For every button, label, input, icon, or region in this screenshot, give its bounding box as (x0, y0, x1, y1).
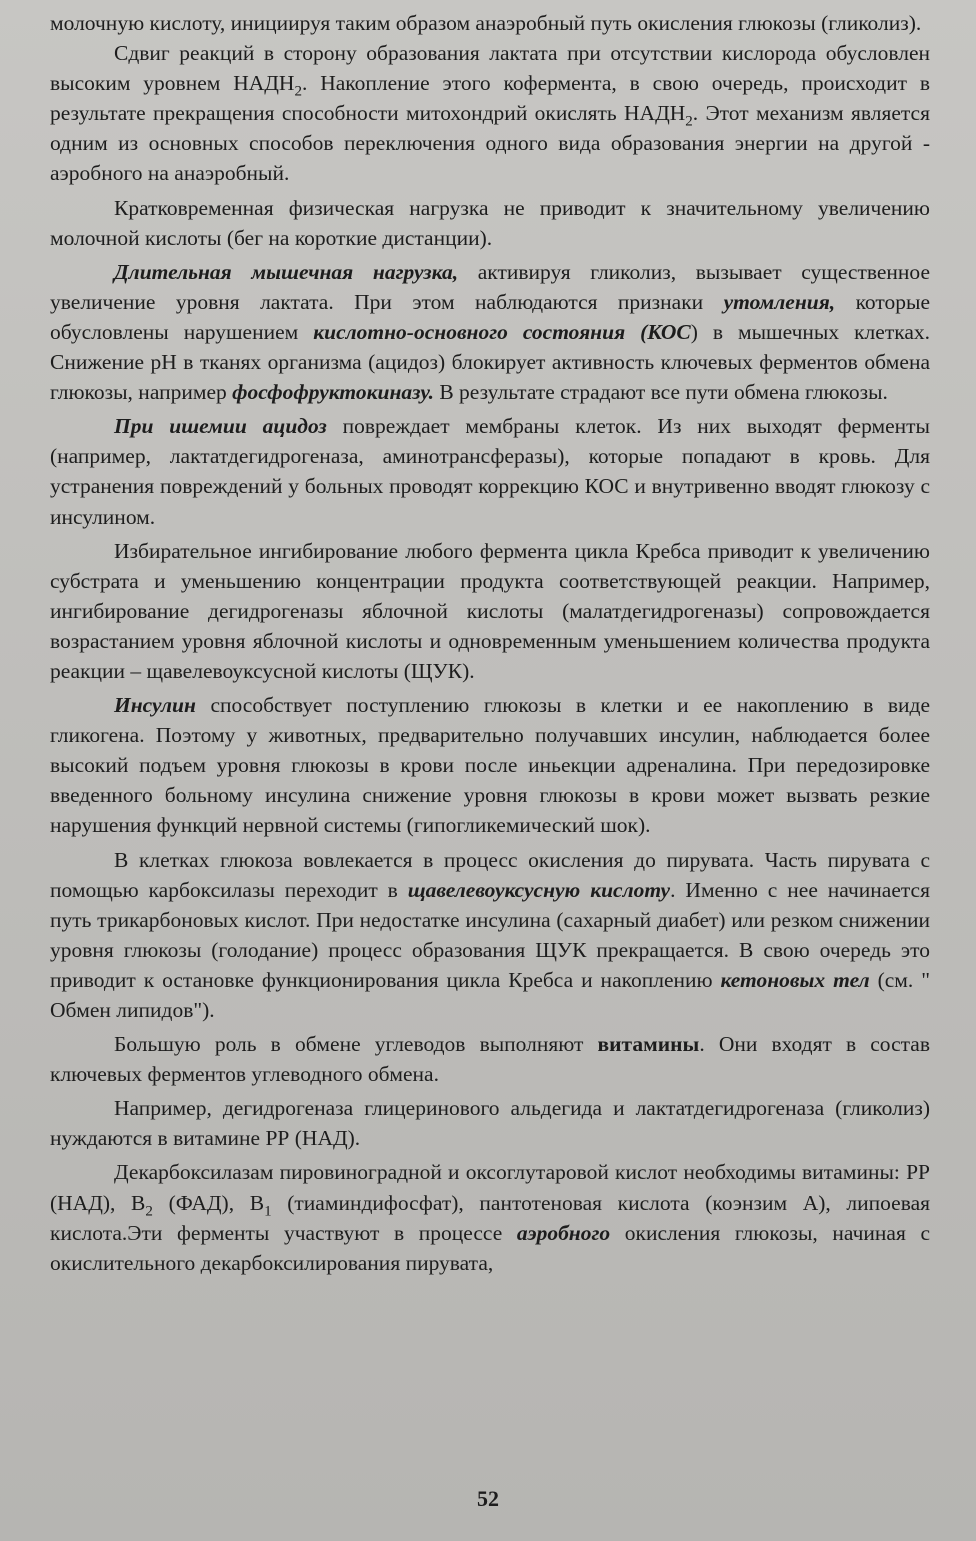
text-run: В клетках глюкоза вовлекается в процесс окисления до пирувата. Часть пирувата с помощью карбоксилазы переходит в (50, 847, 930, 902)
text-run: которые обусловлены нарушением (50, 289, 930, 344)
text-run: повреждает мембраны клеток. Из них выходят ферменты (например, лактатдегидрогеназа, аминотрансферазы), которые попадают в кровь. Для устранения повреждений у больных проводят коррекцию КОС и внутривенно вводят глюкозу с инсулином. (50, 414, 930, 529)
text-run: окисления глюкозы, начиная с окислительного декарбоксилирования пирувата, (50, 1220, 930, 1275)
text-run: (ФАД), В (152, 1190, 265, 1215)
emphasized-term: щавелевоуксусную кислоту (407, 877, 671, 902)
paragraph: Декарбоксилазам пировиноградной и оксоглутаровой кислот необходимы витамины: РР (НАД), $В_2$ (ФАД), $В_1$ (тиаминдифосфат), пантотеновая кислота (коэнзим А), липоевая кислота.Эти ферменты участвуют в процессе аэробного окисления глюкозы, начиная с окислительного декарбоксилирования пирувата, (50, 1160, 931, 1275)
text-run: Например, дегидрогеназа глицеринового альдегида и лактатдегидрогеназа (гликолиз) нуждаются в витамине РР (НАД). (50, 1096, 930, 1151)
emphasized-term: кетоновых тел (720, 967, 870, 992)
paragraph (50, 193, 930, 253)
paragraph: Сдвиг реакций в сторону образования лактата при отсутствии кислорода обусловлен высоким уровнем $НАДН_2$. Накопление этого кофермента, в свою очередь, происходит в результате прекращения способности митохондрий окислять $НАДН_2$. Этот механизм является одним из основных способов переключения одного вида образования энергии на другой - аэробного на анаэробный. (50, 41, 931, 186)
text-run: Декарбоксилазам пировиноградной и оксоглутаровой кислот необходимы витамины: РР (НАД), В (50, 1160, 930, 1215)
text-run: . Они входят в состав ключевых ферментов углеводного обмена. (50, 1032, 930, 1087)
text-run: Кратковременная физическая нагрузка не приводит к значительному увеличению молочной кислоты (бег на короткие дистанции). (50, 195, 930, 250)
text-run: . Накопление этого кофермента, в свою очередь, происходит в результате прекращения способности митохондрий окислять НАДН (50, 71, 931, 126)
text-run: молочную кислоту, инициируя таким образом анаэробный путь окисления глюкозы (гликолиз). (50, 11, 922, 35)
text-run: Большую роль в обмене углеводов выполняют (114, 1032, 598, 1057)
emphasized-term: фосфофруктокиназу. (232, 380, 434, 405)
text-run: способствует поступлению глюкозы в клетки и ее накоплению в виде гликогена. Поэтому у животных, предварительно получавших инсулин, наблюдается более высокий подъем уровня глюкозы в крови после иньекции адреналина. При передозировке введенного больному инсулина снижение уровня глюкозы в крови может вызвать резкие нарушения функций нервной системы (гипогликемический шок). (50, 693, 930, 838)
paragraph (50, 8, 930, 38)
emphasized-term: аэробного (516, 1220, 611, 1245)
paragraph (50, 536, 930, 686)
page-number: 52 (477, 1486, 499, 1511)
text-run: . Именно с нее начинается путь трикарбоновых кислот. При недостатке инсулина (сахарный диабет) или резком снижении уровня глюкозы (голодание) процесс образования ЩУК прекращается. В свою очередь это приводит к остановке функционирования цикла Кребса и накоплению (50, 877, 930, 992)
emphasized-term: кислотно-основного состояния (КОС (313, 319, 691, 344)
emphasized-term: утомления, (723, 289, 836, 314)
text-run: . Этот механизм является одним из основных способов переключения одного вида образования энергии на другой - аэробного на анаэробный. (50, 101, 930, 186)
text-run: Избирательное ингибирование любого фермента цикла Кребса приводит к увеличению субстрата и уменьшению концентрации продукта соответствующей реакции. Например, ингибирование дегидрогеназы яблочной кислоты (малатдегидрогеназы) сопровождается возрастанием уровня яблочной кислоты и одновременным уменьшением количества продукта реакции – щавелевоуксусной кислоты (ЩУК). (50, 538, 930, 683)
text-run: ) в мышечных клетках. Снижение pH в тканях организма (ацидоз) блокирует активность ключевых ферментов обмена глюкозы, например (50, 319, 931, 405)
paragraph (50, 257, 930, 407)
paragraph (50, 845, 930, 1026)
text-run: активируя гликолиз, вызывает существенное увеличение уровня лактата. При этом наблюдаются признаки (50, 259, 930, 314)
paragraph (50, 411, 930, 531)
emphasized-term: При ишемии ацидоз (114, 414, 327, 439)
text-run: В результате страдают все пути обмена глюкозы. (433, 380, 888, 405)
text-run: (см. " Обмен липидов"). (50, 967, 930, 1022)
text-run: Сдвиг реакций в сторону образования лактата при отсутствии кислорода обусловлен высоким уровнем НАДН (50, 41, 930, 96)
paragraph (50, 1029, 930, 1089)
text-run: (тиаминдифосфат), пантотеновая кислота (коэнзим А), липоевая кислота.Эти ферменты участвуют в процессе (50, 1190, 931, 1245)
paragraph (50, 1093, 930, 1153)
page-body-text (50, 8, 930, 1278)
emphasized-term: Длительная мышечная нагрузка, (114, 259, 459, 284)
paragraph (50, 690, 930, 840)
emphasized-term: витамины (597, 1032, 700, 1057)
emphasized-term: Инсулин (114, 693, 196, 718)
